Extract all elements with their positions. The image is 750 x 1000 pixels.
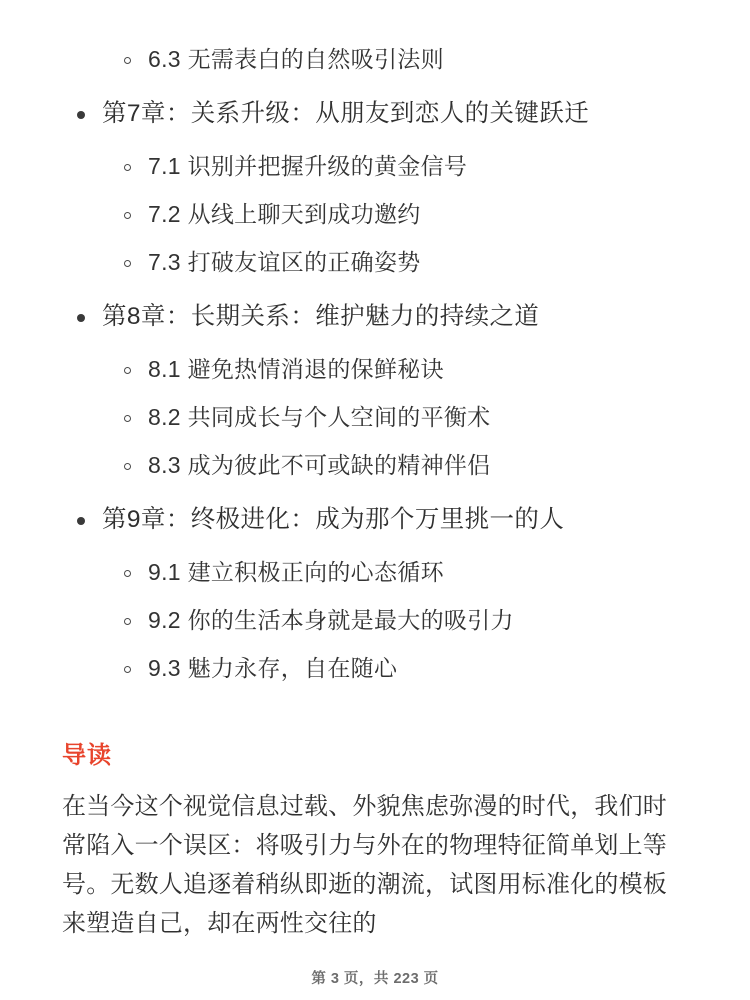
toc-entry-label: 8.3 成为彼此不可或缺的精神伴侣 [148, 452, 491, 479]
toc-entry-label: 9.1 建立积极正向的心态循环 [148, 559, 444, 586]
toc-entry-label: 第9章：终极进化：成为那个万里挑一的人 [102, 505, 565, 533]
list-item[interactable] [62, 645, 688, 693]
toc-entry-label: 8.2 共同成长与个人空间的平衡术 [148, 404, 491, 431]
toc-entry-label: 第7章：关系升级：从朋友到恋人的关键跃迁 [102, 99, 590, 127]
list-item[interactable] [62, 442, 688, 490]
list-item[interactable] [62, 84, 688, 143]
toc-entry-label: 9.3 魅力永存，自在随心 [148, 655, 398, 682]
list-item[interactable] [62, 36, 688, 84]
list-item[interactable] [62, 394, 688, 442]
toc-entry-label: 9.2 你的生活本身就是最大的吸引力 [148, 607, 514, 634]
list-item[interactable] [62, 490, 688, 549]
list-item[interactable] [62, 191, 688, 239]
intro-paragraph: 在当今这个视觉信息过载、外貌焦虑弥漫的时代，我们时常陷入一个误区：将吸引力与外在的物理特征简单划上等号。无数人追逐着稍纵即逝的潮流，试图用标准化的模板来塑造自己，却在两性交往的 [62, 792, 667, 937]
toc-entry-label: 7.1 识别并把握升级的黄金信号 [148, 153, 468, 180]
page-footer: 第 3 页，共 223 页 [311, 971, 439, 987]
list-item[interactable] [62, 143, 688, 191]
toc-entry-label: 8.1 避免热情消退的保鲜秘诀 [148, 356, 444, 383]
section-heading-intro: 导读 [62, 741, 112, 769]
list-item[interactable] [62, 346, 688, 394]
toc-entry-label: 第8章：长期关系：维护魅力的持续之道 [102, 302, 540, 330]
list-item[interactable] [62, 597, 688, 645]
toc-entry-label: 6.3 无需表白的自然吸引法则 [148, 46, 444, 72]
table-of-contents [62, 36, 688, 693]
list-item[interactable] [62, 239, 688, 287]
list-item[interactable] [62, 287, 688, 346]
toc-entry-label: 7.2 从线上聊天到成功邀约 [148, 201, 421, 228]
list-item[interactable] [62, 549, 688, 597]
toc-entry-label: 7.3 打破友谊区的正确姿势 [148, 249, 421, 276]
